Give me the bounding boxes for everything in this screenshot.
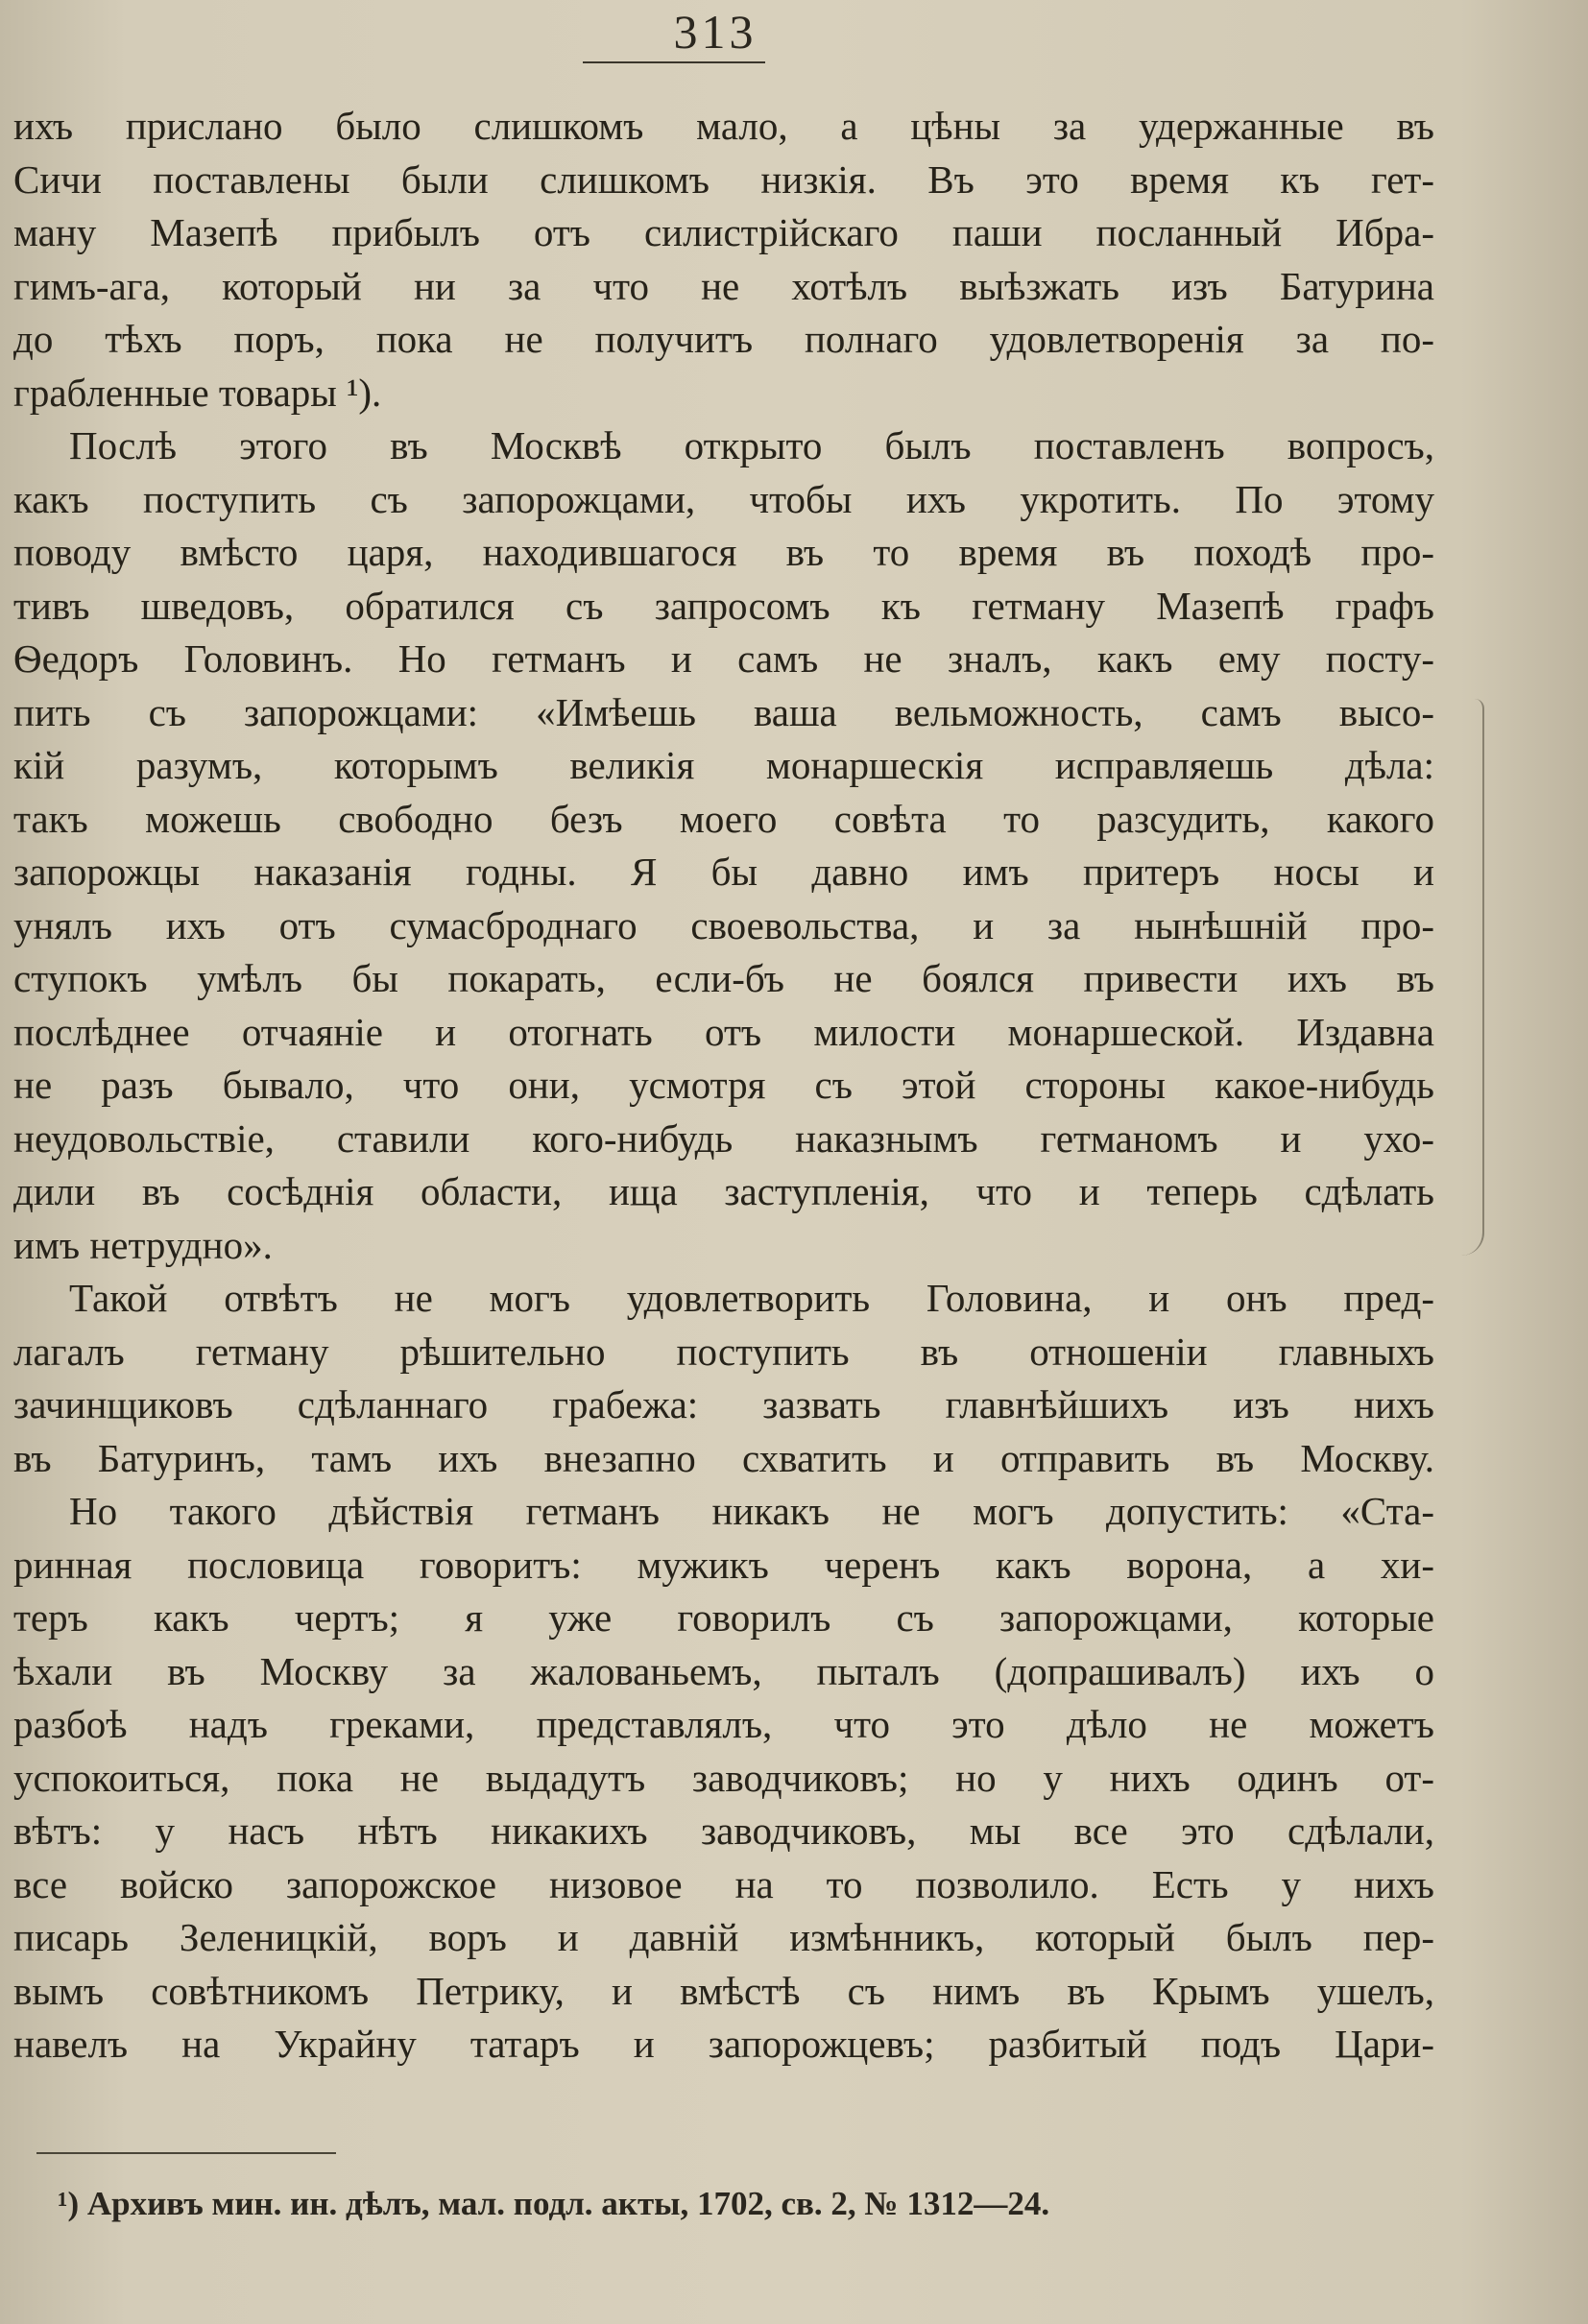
text-line: запорожцы наказанія годны. Я бы давно имъ притеръ носы и [13, 850, 1434, 894]
text-line: Послѣ этого въ Москвѣ открыто былъ поставленъ вопросъ, [69, 423, 1434, 467]
text-line: дили въ сосѣднія области, ища заступленія, что и теперь сдѣлать [13, 1169, 1434, 1213]
text-line: ихъ прислано было слишкомъ мало, а цѣны за удержанные въ [13, 104, 1434, 148]
text-line: въ Батуринъ, тамъ ихъ внезапно схватить и отправить въ Москву. [13, 1435, 1434, 1480]
text-line: до тѣхъ поръ, пока не получитъ полнаго удовлетворенія за по- [13, 317, 1434, 361]
text-line: ступокъ умѣлъ бы покарать, если-бъ не боялся привести ихъ въ [13, 956, 1434, 1000]
text-line: унялъ ихъ отъ сумасброднаго своевольства, и за нынѣшній про- [13, 902, 1434, 947]
body-text [13, 100, 1434, 2072]
text-line: не разъ бывало, что они, усмотря съ этой стороны какое-нибудь [13, 1063, 1434, 1107]
text-line: писарь Зеленицкій, воръ и давній измѣнникъ, который былъ пер- [13, 1915, 1434, 1959]
text-line: неудовольствіе, ставили кого-нибудь наказнымъ гетманомъ и ухо- [13, 1115, 1434, 1161]
page-number: 313 [673, 5, 758, 59]
text-line: Но такого дѣйствія гетманъ никакъ не могъ допустить: «Ста- [69, 1489, 1434, 1533]
text-line: лагалъ гетману рѣшительно поступить въ отношеніи главныхъ [13, 1329, 1434, 1374]
text-line: разбоѣ надъ греками, представлялъ, что это дѣло не можетъ [13, 1702, 1434, 1746]
text-line: Такой отвѣтъ не могъ удовлетворить Головина, и онъ пред- [69, 1276, 1434, 1320]
text-line: зачинщиковъ сдѣланнаго грабежа: зазвать главнѣйшихъ изъ нихъ [13, 1382, 1434, 1426]
text-line: навелъ на Украйну татаръ и запорожцевъ; разбитый подъ Цари- [13, 2022, 1434, 2066]
margin-bracket-mark [1459, 699, 1484, 1256]
footnote-rule [36, 2152, 336, 2154]
text-line: какъ поступить съ запорожцами, чтобы ихъ укротить. По этому [13, 476, 1434, 521]
text-line: Ѳедоръ Головинъ. Но гетманъ и самъ не зналъ, какъ ему посту- [13, 636, 1434, 681]
text-line: все войско запорожское низовое на то позволило. Есть у нихъ [13, 1861, 1434, 1906]
text-line: кій разумъ, которымъ великія монаршескія исправляешь дѣла: [13, 743, 1434, 787]
text-line: такъ можешь свободно безъ моего совѣта то разсудить, какого [13, 796, 1434, 841]
footnote: ¹) Архивъ мин. ин. дѣлъ, мал. подл. акты, 1702, св. 2, № 1312—24. [58, 2185, 1050, 2222]
text-line: гимъ-ага, который ни за что не хотѣлъ выѣзжать изъ Батурина [13, 263, 1434, 308]
text-line: вѣтъ: у насъ нѣтъ никакихъ заводчиковъ, мы все это сдѣлали, [13, 1809, 1434, 1853]
text-line: тивъ шведовъ, обратился съ запросомъ къ гетману Мазепѣ графъ [13, 583, 1434, 628]
text-line: успокоиться, пока не выдадутъ заводчиковъ; но у нихъ одинъ от- [13, 1755, 1434, 1800]
text-line: имъ нетрудно». [13, 1222, 273, 1267]
text-line: пить съ запорожцами: «Имѣешь ваша вельможность, самъ высо- [13, 689, 1434, 734]
text-line: ринная пословица говоритъ: мужикъ черенъ какъ ворона, а хи- [13, 1542, 1434, 1587]
text-line: Сичи поставлены были слишкомъ низкія. Въ это время къ гет- [13, 156, 1434, 202]
text-line: грабленные товары ¹). [13, 370, 382, 415]
text-line: теръ какъ чертъ; я уже говорилъ съ запорожцами, которые [13, 1595, 1434, 1640]
header-rule [583, 61, 765, 63]
text-line: вымъ совѣтникомъ Петрику, и вмѣстѣ съ нимъ въ Крымъ ушелъ, [13, 1968, 1434, 2013]
text-line: поводу вмѣсто царя, находившагося въ то время въ походѣ про- [13, 530, 1434, 574]
text-line: ману Мазепѣ прибылъ отъ силистрійскаго паши посланный Ибра- [13, 210, 1434, 254]
text-line: послѣднее отчаяніе и отогнать отъ милости монаршеской. Издавна [13, 1009, 1434, 1054]
text-line: ѣхали въ Москву за жалованьемъ, пыталъ (допрашивалъ) ихъ о [13, 1648, 1434, 1693]
